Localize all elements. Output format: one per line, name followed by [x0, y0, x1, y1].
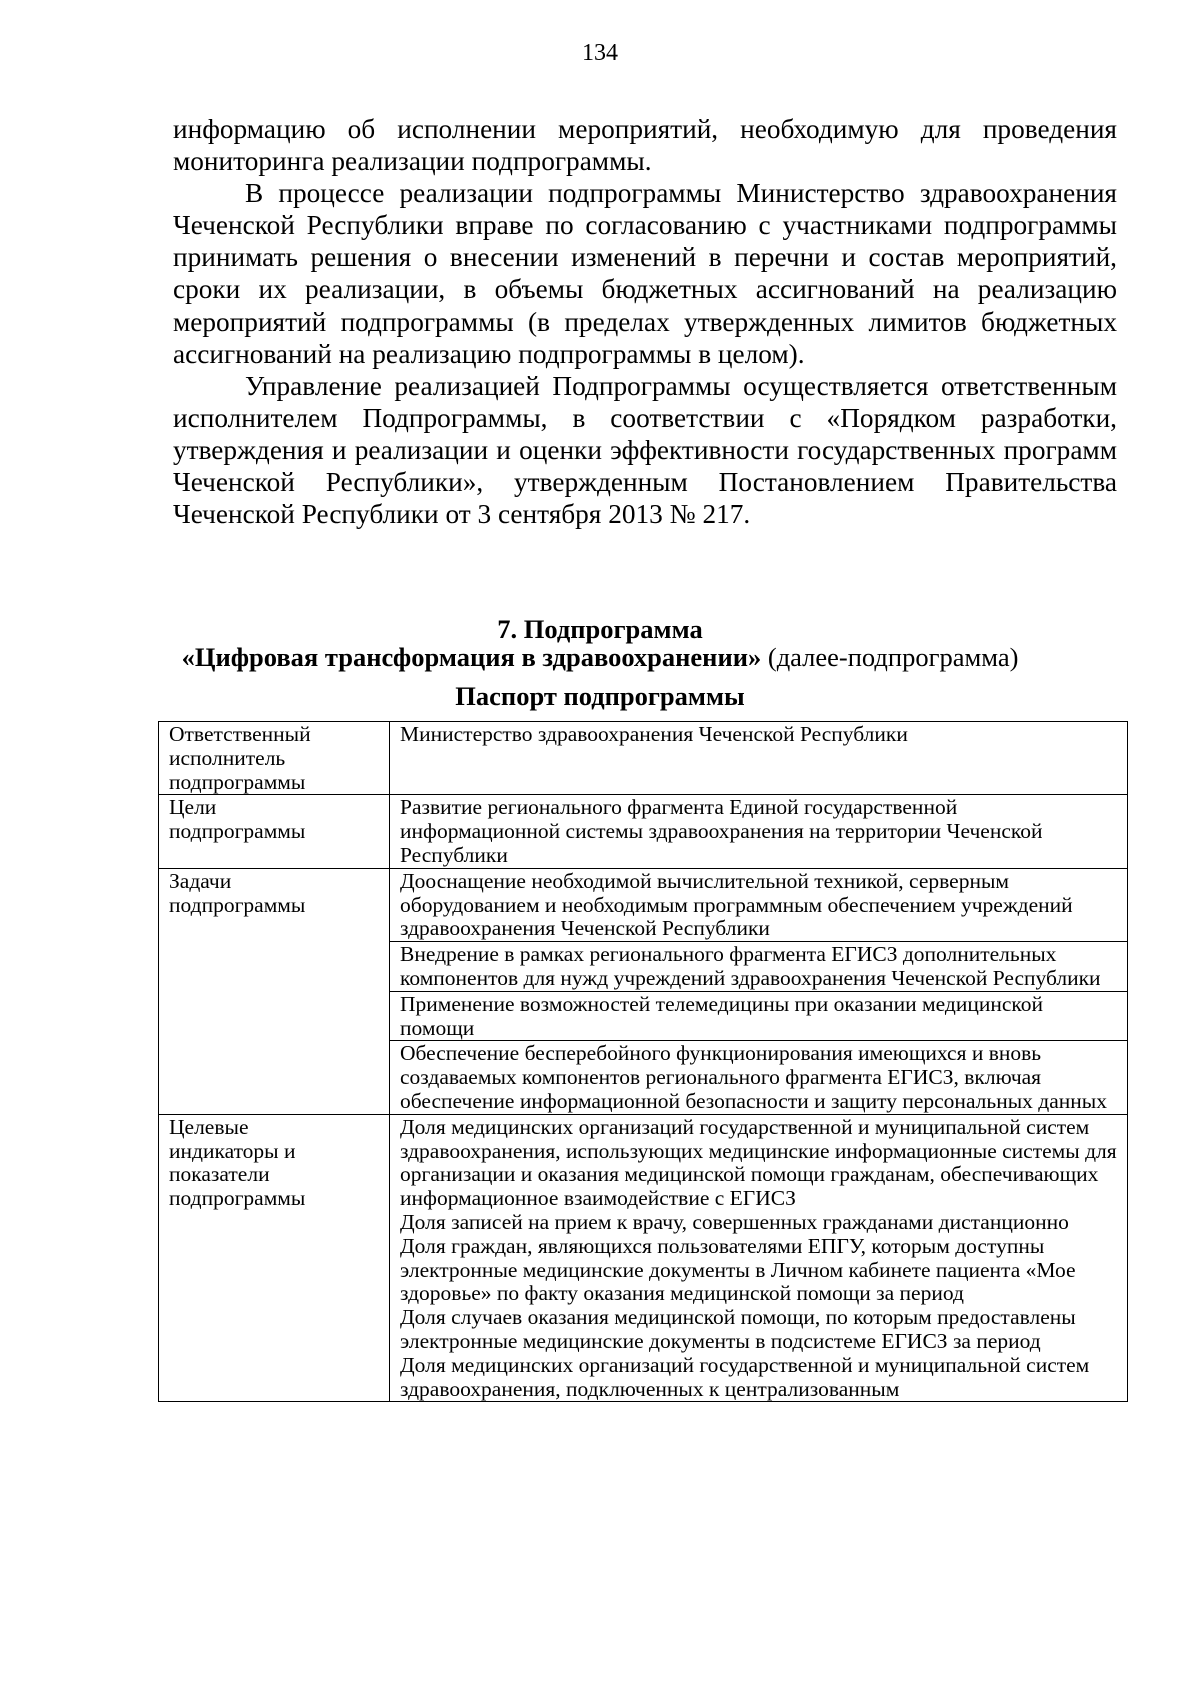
indicator-item: Доля медицинских организаций государственной и муниципальной систем здравоохранения, использующих медицинские информационные системы для организации и оказания медицинской помощи гражданам, обеспечивающих информационное взаимодействие с ЕГИСЗ	[400, 1114, 1117, 1211]
label-line: показатели	[169, 1162, 270, 1187]
label-line: подпрограммы	[169, 1186, 306, 1211]
section-number-title: 7. Подпрограмма	[497, 614, 703, 644]
passport-table	[158, 721, 1128, 1402]
indicators-value	[390, 1114, 1128, 1402]
goals-value: Развитие регионального фрагмента Единой государственной информационной системы здравоохранения на территории Чеченской Республики	[390, 795, 1128, 868]
table-row	[159, 1114, 1128, 1402]
table-row	[159, 868, 1128, 941]
table-row	[159, 722, 1128, 795]
table-row	[159, 795, 1128, 868]
passport-title: Паспорт подпрограммы	[455, 681, 745, 711]
goals-label	[159, 795, 390, 868]
executor-value: Министерство здравоохранения Чеченской Республики	[390, 722, 1128, 795]
subprogram-name: «Цифровая трансформация в здравоохранении»	[181, 642, 762, 672]
label-line: индикаторы и	[169, 1138, 296, 1163]
label-line: Ответственный	[169, 722, 311, 746]
indicator-item: Доля медицинских организаций государственной и муниципальной систем здравоохранения, подключенных к централизованным	[400, 1352, 1090, 1401]
label-line: подпрограммы	[169, 819, 306, 844]
task-item: Дооснащение необходимой вычислительной техникой, серверным оборудованием и необходимым программным обеспечением учреждений здравоохранения Чеченской Республики	[390, 868, 1128, 941]
label-line: Целевые	[169, 1114, 249, 1139]
label-line: подпрограммы	[169, 769, 306, 794]
indicators-label	[159, 1114, 390, 1402]
indicator-item: Доля граждан, являющихся пользователями ЕПГУ, которым доступны электронные медицинские документы в Личном кабинете пациента «Мое здоровье» по факту оказания медицинской помощи за период	[400, 1233, 1076, 1306]
body-text	[173, 113, 1117, 530]
subprogram-note: (далее-подпрограмма)	[761, 642, 1019, 672]
section-title	[0, 614, 1200, 644]
paragraph: Управление реализацией Подпрограммы осуществляется ответственным исполнителем Подпрограммы, в соответствии с «Порядком разработки, утверждения и реализации и оценки эффективности государственных программ Чеченской Республики», утвержденным Постановлением Правительства Чеченской Республики от 3 сентября 2013 № 217.	[173, 370, 1117, 530]
task-item: Применение возможностей телемедицины при оказании медицинской помощи	[390, 991, 1128, 1041]
page-number: 134	[582, 40, 618, 66]
paragraph: информацию об исполнении мероприятий, необходимую для проведения мониторинга реализации подпрограммы.	[173, 114, 1117, 177]
passport-heading	[0, 681, 1200, 711]
paragraph: В процессе реализации подпрограммы Министерство здравоохранения Чеченской Республики вправе по согласованию с участниками подпрограммы принимать решения о внесении изменений в перечни и состав мероприятий, сроки их реализации, в объемы бюджетных ассигнований на реализацию мероприятий подпрограммы (в пределах утвержденных лимитов бюджетных ассигнований на реализацию подпрограммы в целом).	[173, 178, 1117, 369]
label-line: исполнитель	[169, 745, 286, 770]
tasks-label	[159, 868, 390, 1114]
executor-label	[159, 722, 390, 795]
label-line: Задачи	[169, 868, 232, 893]
section-subtitle	[0, 642, 1200, 672]
task-item: Внедрение в рамках регионального фрагмента ЕГИСЗ дополнительных компонентов для нужд учреждений здравоохранения Чеченской Республики	[390, 942, 1128, 992]
indicator-item: Доля случаев оказания медицинской помощи, по которым предоставлены электронные медицинские документы в подсистеме ЕГИСЗ за период	[400, 1305, 1076, 1353]
label-line: подпрограммы	[169, 892, 306, 917]
task-item: Обеспечение бесперебойного функционирования имеющихся и вновь создаваемых компонентов регионального фрагмента ЕГИСЗ, включая обеспечение информационной безопасности и защиту персональных данных	[390, 1041, 1128, 1114]
indicator-item: Доля записей на прием к врачу, совершенных гражданами дистанционно	[400, 1209, 1069, 1234]
label-line: Цели	[169, 795, 217, 820]
